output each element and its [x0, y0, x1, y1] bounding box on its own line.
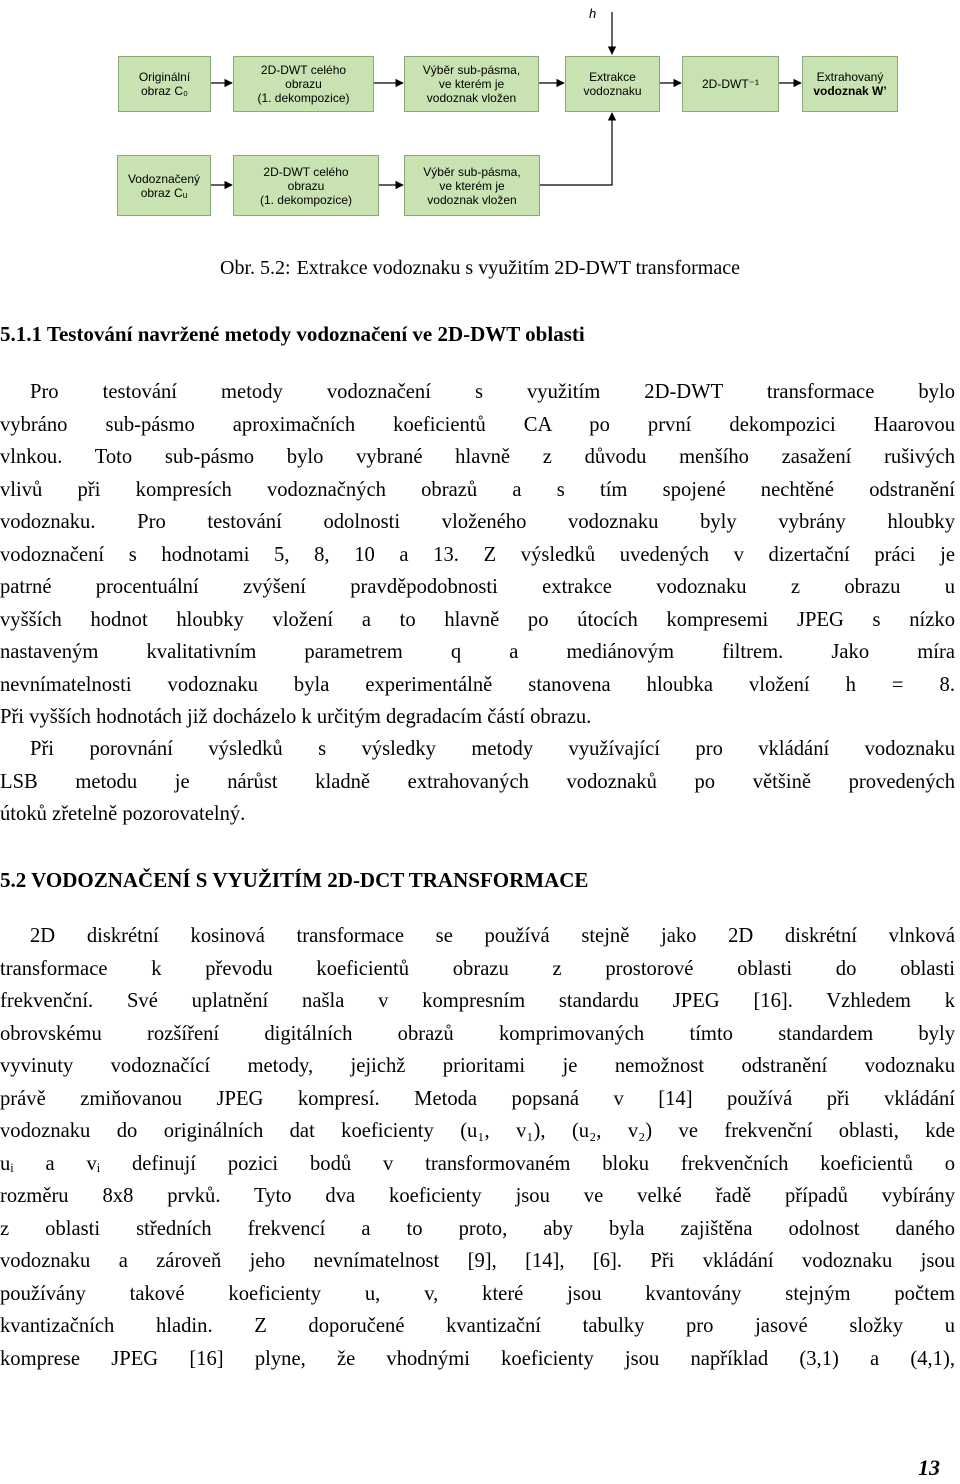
text-line: Při vyšších hodnotách již docházelo k určitým degradacím částí obrazu. — [0, 706, 592, 728]
text-line: uᵢ a vᵢ definují pozici bodů v transformovaném bloku frekvenčních koeficientů o — [0, 1152, 955, 1175]
text-line: útoků zřetelně pozorovatelný. — [0, 803, 246, 825]
box-text: obraz C₀ — [141, 84, 188, 98]
box-dwt-original — [233, 56, 374, 112]
text-line: frekvenční. Své uplatnění našla v kompresním standardu JPEG [16]. Vzhledem k — [0, 990, 955, 1012]
text-line: kvantizačních hladin. Z doporučené kvantizační tabulky pro jasové složky u — [0, 1315, 955, 1337]
box-text: obrazu — [287, 178, 325, 193]
box-text: Vodoznačený — [127, 171, 201, 186]
figure-caption — [0, 255, 960, 281]
box-text: (1. dekompozice) — [259, 192, 353, 207]
box-text: vodoznak vložen — [427, 192, 517, 207]
box-dwt-watermarked — [233, 155, 379, 216]
text-line: 2D diskrétní kosinová transformace se používá stejně jako 2D diskrétní vlnková — [30, 925, 955, 947]
text-line: z oblasti středních frekvencí a to proto, aby byla zajištěna odolnost daného — [0, 1217, 955, 1240]
box-subband-select-top — [404, 56, 539, 112]
box-text: vodoznak W’ — [813, 84, 887, 98]
box-text: Extrahovaný — [816, 70, 884, 84]
box-text: Výběr sub-pásma, — [423, 164, 521, 179]
paragraph-testing — [0, 376, 955, 734]
section-heading-5-1-1: 5.1.1 Testování navržené metody vodoznačení ve 2D-DWT oblasti — [0, 322, 585, 346]
text-line: vybráno sub-pásmo aproximačních koeficientů CA po první dekompozici Haarovou — [0, 413, 955, 436]
paragraph-dct — [0, 920, 955, 1375]
text-line: patrné procentuální zvýšení pravděpodobnosti extrakce vodoznaku z obrazu u — [0, 576, 955, 598]
caption-text: Extrakce vodoznaku s využitím 2D-DWT transformace — [296, 257, 740, 279]
text-line: vyšších hodnot hloubky vložení a to hlavně po útocích kompresemi JPEG s nízko — [0, 608, 955, 631]
text-line: vodoznaku do originálních dat koeficienty (u₁, v₁), (u₂, v₂) ve frekvenční oblasti, kde — [0, 1120, 955, 1142]
box-text: (1. dekompozice) — [257, 91, 350, 105]
section-heading-5-2: 5.2 VODOZNAČENÍ S VYUŽITÍM 2D-DCT TRANSFORMACE — [0, 868, 589, 892]
caption-number: Obr. 5.2: — [220, 257, 291, 279]
box-text: vodoznaku — [583, 84, 642, 98]
page-number: 13 — [918, 1455, 940, 1480]
box-text: 2D-DWT⁻¹ — [702, 77, 759, 91]
box-text: Extrakce — [589, 70, 636, 84]
box-watermarked-image — [117, 155, 211, 216]
text-line: vodoznačení s hodnotami 5, 8, 10 a 13. Z výsledků uvedených v dizertační práci je — [0, 543, 955, 566]
box-original-image — [118, 56, 211, 112]
text-line: vodoznaku. Pro testování odolnosti vloženého vodoznaku byly vybrány hloubky — [0, 511, 955, 533]
text-line: vyvinuty vodoznačící metody, jejichž prioritami je nemožnost odstranění vodoznaku — [0, 1055, 955, 1077]
box-text: Originální — [138, 70, 191, 84]
text-line: LSB metodu je nárůst kladně extrahovaných vodoznaků po většině provedených — [0, 770, 955, 793]
box-extracted-watermark — [802, 56, 898, 112]
box-text: obraz Cᵤ — [140, 185, 188, 200]
extraction-diagram — [0, 0, 960, 240]
text-line: nevnímatelnosti vodoznaku byla experimentálně stanovena hloubka vložení h = 8. — [0, 673, 955, 696]
h-input-label: h — [589, 6, 597, 21]
box-text: vodoznak vložen — [426, 91, 517, 105]
text-line: Při porovnání výsledků s výsledky metody využívající pro vkládání vodoznaku — [30, 738, 955, 760]
text-line: rozměru 8x8 prvků. Tyto dva koeficienty jsou ve velké řadě případů vybírány — [0, 1185, 955, 1207]
text-line: transformace k převodu koeficientů obrazu z prostorové oblasti do oblasti — [0, 957, 955, 980]
text-line: obrovskému rozšíření digitálních obrazů komprimovaných tímto standardem byly — [0, 1022, 955, 1045]
box-watermark-extraction — [565, 56, 660, 112]
text-line: vlivů při kompresích vodoznačných obrazů a s tím spojené nechtěné odstranění — [0, 478, 955, 501]
box-text: 2D-DWT celého — [260, 63, 347, 77]
text-line: používány takové koeficienty u, v, které jsou kvantovány stejným počtem — [0, 1282, 955, 1305]
box-text: 2D-DWT celého — [263, 164, 349, 179]
text-line: vlnkou. Toto sub-pásmo bylo vybrané hlavně z důvodu menšího zasažení rušivých — [0, 446, 955, 468]
text-line: komprese JPEG [16] plyne, že vhodnými koeficienty jsou například (3,1) a (4,1), — [0, 1347, 955, 1370]
box-text: Výběr sub-pásma, — [422, 63, 521, 77]
box-subband-select-bottom — [404, 155, 540, 216]
box-text: obrazu — [285, 77, 322, 91]
paragraph-comparison — [0, 733, 955, 831]
text-line: Pro testování metody vodoznačení s využitím 2D-DWT transformace bylo — [30, 381, 955, 403]
box-text: ve kterém je — [438, 77, 505, 91]
box-text: ve kterém je — [439, 178, 505, 193]
text-line: nastaveným kvalitativním parametrem q a mediánovým filtrem. Jako míra — [0, 641, 955, 663]
text-line: právě zmiňovanou JPEG kompresí. Metoda popsaná v [14] používá při vkládání — [0, 1087, 955, 1110]
box-inverse-dwt — [682, 56, 779, 112]
text-line: vodoznaku a zároveň jeho nevnímatelnost [9], [14], [6]. Při vkládání vodoznaku jsou — [0, 1250, 955, 1272]
